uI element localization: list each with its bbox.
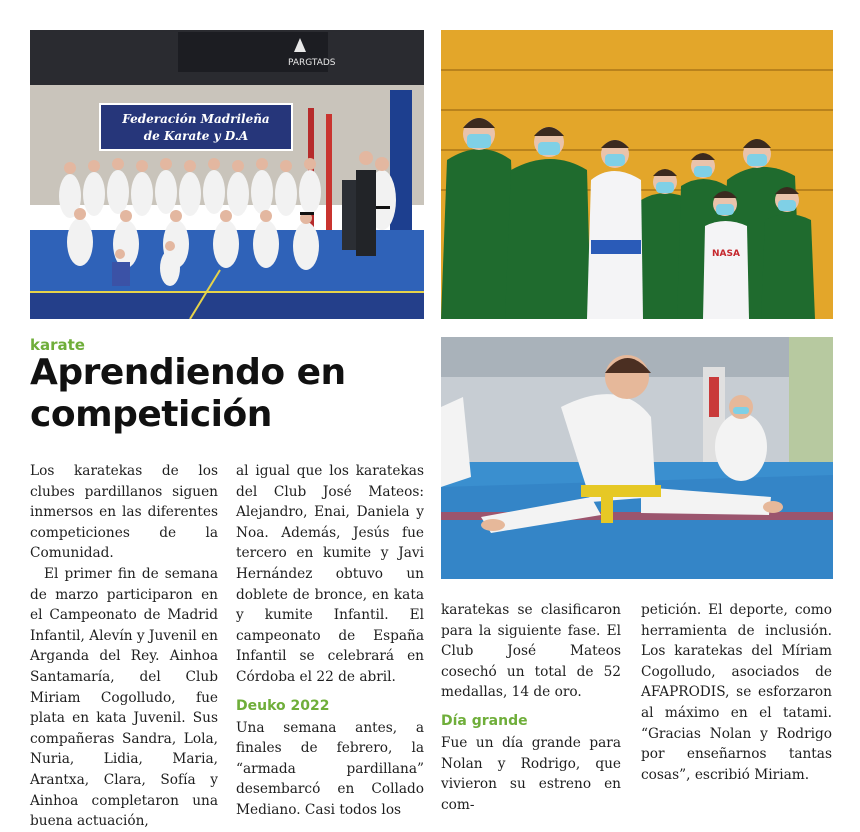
shirt-text: NASA bbox=[712, 249, 740, 259]
federation-banner bbox=[100, 104, 292, 150]
paragraph: karatekas se clasificaron para la siguiente fase. El Club José Mateos cosechó un total de 52 medallas, 14 de oro. bbox=[441, 602, 621, 701]
headline-line1: Aprendiendo en bbox=[30, 352, 346, 393]
paragraph: Fue un día grande para Nolan y Rodrigo, que vivieron su estreno en com- bbox=[441, 734, 621, 813]
article-column-3 bbox=[441, 600, 621, 815]
section-tag: karate bbox=[30, 336, 85, 354]
headline-line2: competición bbox=[30, 394, 272, 435]
paragraph: Los karatekas de los clubes pardillanos siguen inmersos en las diferentes competiciones de la Comunidad. bbox=[30, 463, 218, 562]
green-tracksuit-group-photo bbox=[441, 30, 833, 319]
article-column-1 bbox=[30, 461, 218, 832]
paragraph: El primer fin de semana de marzo participaron en el Campeonato de Madrid Infantil, Alevín y Juvenil en Arganda del Rey. Ainhoa Santamaría, del Club Miriam Cogolludo, fue plata en kata Juvenil. Sus compañeras Sandra, Lola, Nuria, Lidia, Maria, Arantxa, Clara, Sofía y Ainhoa completaron una buena actuación, bbox=[30, 565, 218, 830]
subhead-dia-grande: Día grande bbox=[441, 712, 528, 729]
banner-line1: Federación Madrileña bbox=[122, 112, 270, 126]
paragraph: al igual que los karatekas del Club José Mateos: Alejandro, Enai, Daniela y Noa. Además, Jesús fue tercero en kumite y Javi Hernández obtuvo un doblete de bronce, en kata y kumite Infantil. El campeonato de España Infantil se celebrará en Córdoba el 22 de abril. bbox=[236, 463, 424, 685]
paragraph: Una semana antes, a finales de febrero, la “armada pardillana” desembarcó en Collado Mediano. Casi todos los bbox=[236, 719, 424, 818]
stretching-boy-photo bbox=[441, 337, 833, 579]
subhead-deuko: Deuko 2022 bbox=[236, 697, 330, 714]
team-group-photo bbox=[30, 30, 424, 319]
sponsor-text: PARGTADS bbox=[288, 58, 336, 68]
article-headline bbox=[30, 352, 430, 436]
article-column-4 bbox=[641, 600, 832, 785]
paragraph: petición. El deporte, como herramienta de inclusión. Los karatekas del Míriam Cogolludo, asociados de AFAPRODIS, se esforzaron al máximo en el tatami. “Gracias Nolan y Rodrigo por enseñarnos tantas cosas”, escribió Miriam. bbox=[641, 602, 832, 783]
banner-line2: de Karate y D.A bbox=[143, 129, 249, 143]
article-column-2 bbox=[236, 461, 424, 821]
